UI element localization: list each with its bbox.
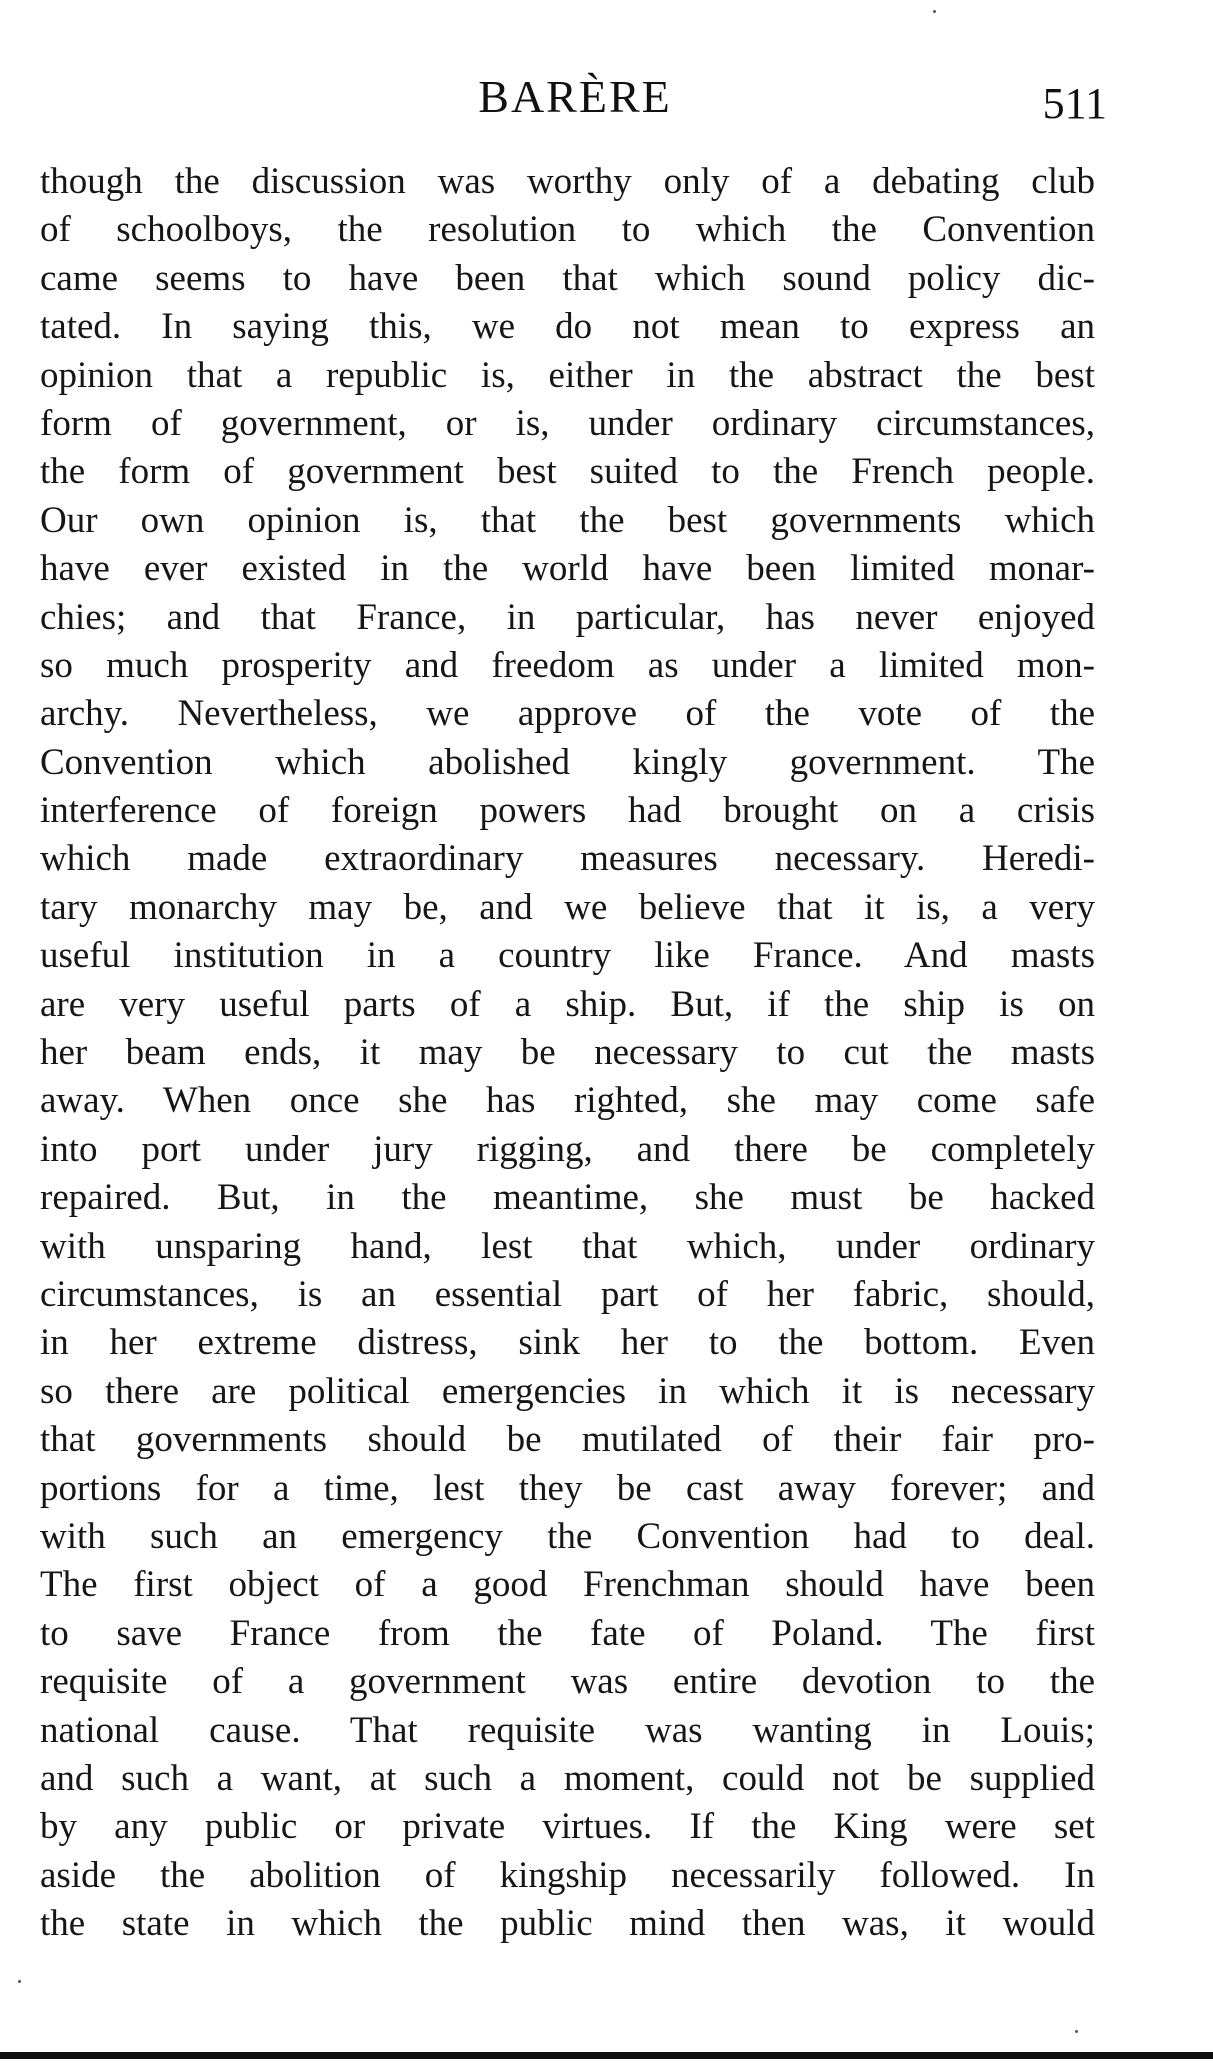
- text-line: which made extraordinary measures necessary. Heredi-: [40, 838, 1095, 880]
- text-line: in her extreme distress, sink her to the bottom. Even: [40, 1322, 1095, 1364]
- text-line: aside the abolition of kingship necessarily followed. In: [40, 1854, 1095, 1896]
- body-text: [40, 158, 1095, 1948]
- text-line: came seems to have been that which sound policy dic-: [40, 257, 1095, 299]
- text-line: into port under jury rigging, and there be completely: [40, 1128, 1095, 1170]
- text-line: The first object of a good Frenchman should have been: [40, 1564, 1095, 1606]
- text-line: and such a want, at such a moment, could not be supplied: [40, 1757, 1095, 1799]
- text-line: so there are political emergencies in which it is necessary: [40, 1370, 1095, 1412]
- text-line: interference of foreign powers had brought on a crisis: [40, 790, 1095, 832]
- text-line: though the discussion was worthy only of a debating club: [40, 161, 1095, 202]
- text-line: the form of government best suited to the French people.: [40, 451, 1095, 493]
- text-line: that governments should be mutilated of their fair pro-: [40, 1419, 1095, 1461]
- text-line: have ever existed in the world have been limited monar-: [40, 548, 1095, 590]
- page-number: 511: [1042, 79, 1107, 128]
- text-line: away. When once she has righted, she may come safe: [40, 1080, 1095, 1122]
- text-line: with unsparing hand, lest that which, under ordinary: [40, 1225, 1095, 1267]
- text-line: with such an emergency the Convention had to deal.: [40, 1515, 1095, 1557]
- text-line: repaired. But, in the meantime, she must be hacked: [40, 1177, 1095, 1219]
- text-line: portions for a time, lest they be cast away forever; and: [40, 1467, 1095, 1509]
- text-line: archy. Nevertheless, we approve of the vote of the: [40, 693, 1095, 735]
- text-line: requisite of a government was entire devotion to the: [40, 1661, 1095, 1703]
- text-line: to save France from the fate of Poland. The first: [40, 1612, 1095, 1654]
- text-line: her beam ends, it may be necessary to cut the masts: [40, 1032, 1095, 1074]
- text-line: Our own opinion is, that the best governments which: [40, 499, 1095, 541]
- scan-speck: [933, 10, 936, 13]
- text-line: useful institution in a country like France. And masts: [40, 935, 1095, 977]
- text-line: chies; and that France, in particular, has never enjoyed: [40, 596, 1095, 638]
- text-line: the state in which the public mind then was, it would: [40, 1903, 1095, 1945]
- bottom-rule: [0, 2052, 1213, 2059]
- text-line: national cause. That requisite was wanting in Louis;: [40, 1709, 1095, 1751]
- text-line: by any public or private virtues. If the King were set: [40, 1806, 1095, 1848]
- text-line: tary monarchy may be, and we believe that it is, a very: [40, 886, 1095, 928]
- text-line: so much prosperity and freedom as under a limited mon-: [40, 644, 1095, 686]
- text-line: opinion that a republic is, either in the abstract the best: [40, 354, 1095, 396]
- scan-speck: [18, 1980, 21, 1983]
- running-title: BARÈRE: [478, 71, 672, 122]
- running-head: [0, 70, 1213, 130]
- text-line: Convention which abolished kingly government. The: [40, 741, 1095, 783]
- text-line: of schoolboys, the resolution to which the Convention: [40, 209, 1095, 251]
- scan-speck: [1075, 2030, 1078, 2033]
- text-line: form of government, or is, under ordinary circumstances,: [40, 402, 1095, 444]
- text-line: tated. In saying this, we do not mean to express an: [40, 306, 1095, 348]
- text-line: are very useful parts of a ship. But, if the ship is on: [40, 983, 1095, 1025]
- text-line: circumstances, is an essential part of her fabric, should,: [40, 1273, 1095, 1315]
